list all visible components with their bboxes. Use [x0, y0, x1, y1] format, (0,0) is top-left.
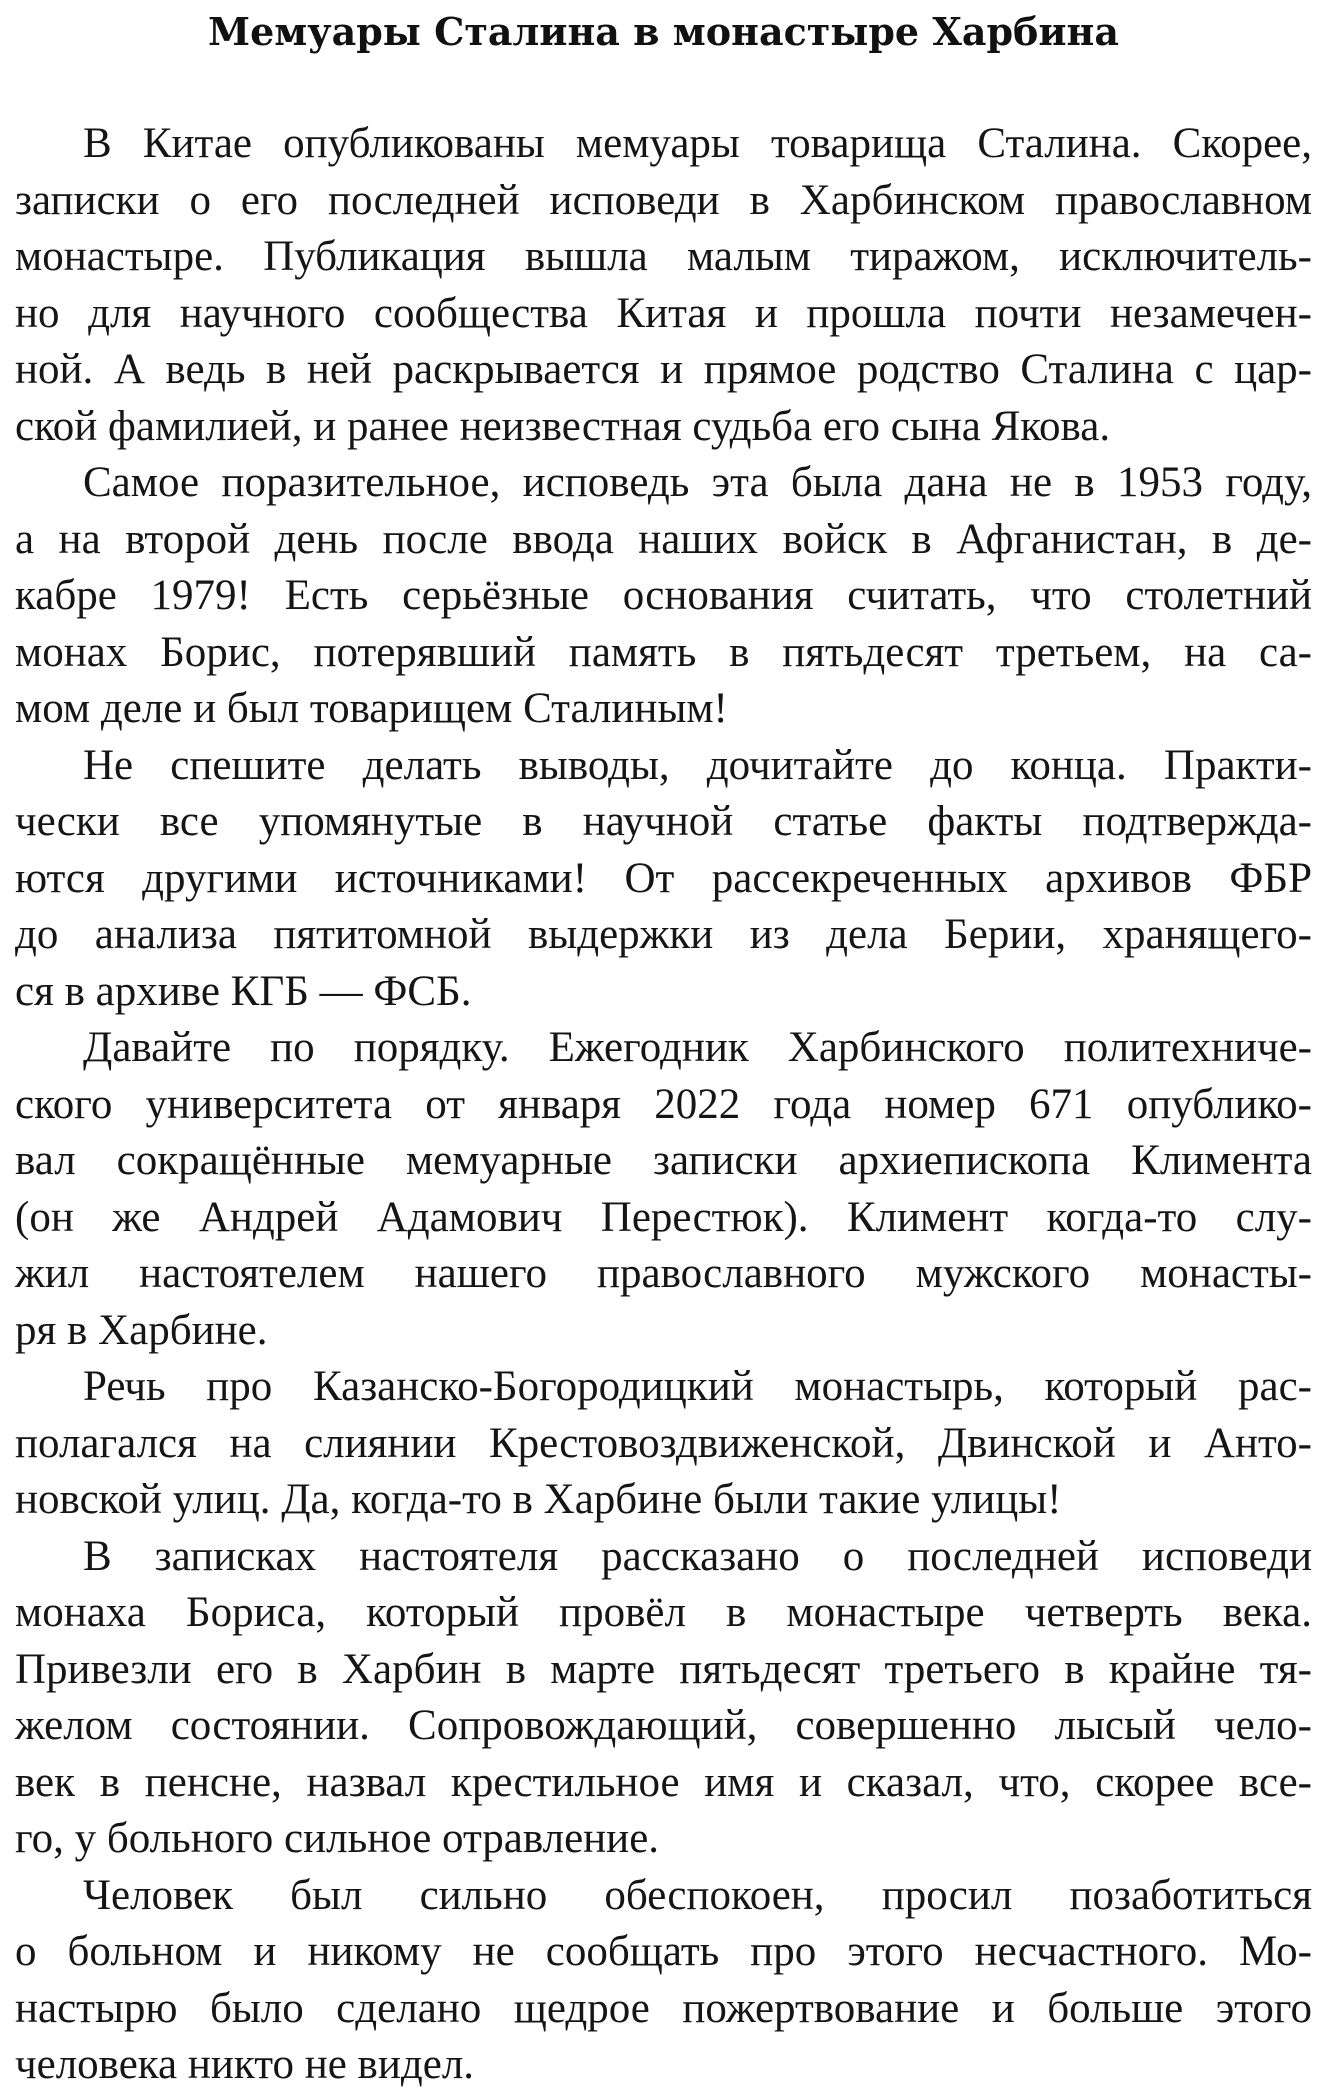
text-line: ся в архиве КГБ — ФСБ.: [15, 967, 472, 1015]
paragraph: [15, 738, 1312, 1021]
text-line: Не спешите делать выводы, дочитайте до конца. Практи-: [83, 741, 1312, 789]
text-line: настырю было сделано щедрое пожертвование и больше этого: [15, 1984, 1312, 2032]
text-line: век в пенсне, назвал крестильное имя и сказал, что, скорее все-: [15, 1758, 1312, 1806]
paragraph: [15, 455, 1312, 738]
text-line: ря в Харбине.: [15, 1306, 268, 1354]
text-line: новской улиц. Да, когда-то в Харбине были такие улицы!: [15, 1476, 1062, 1523]
paragraph: [15, 1868, 1312, 2094]
text-line: но для научного сообщества Китая и прошла почти незамечен-: [15, 289, 1312, 337]
text-line: Человек был сильно обеспокоен, просил позаботиться: [83, 1871, 1312, 1919]
text-line: го, у больного сильное отравление.: [15, 1815, 660, 1862]
text-line: чески все упомянутые в научной статье факты подтвержда-: [15, 798, 1312, 845]
text-line: человека никто не видел.: [15, 2041, 475, 2088]
text-line: полагался на слиянии Крестовоздвиженской, Двинской и Анто-: [15, 1419, 1312, 1467]
text-line: а на второй день после ввода наших войск в Афганистан, в де-: [15, 515, 1312, 563]
text-line: о больном и никому не сообщать про этого несчастного. Мо-: [15, 1928, 1312, 1975]
paragraph: [15, 1529, 1312, 1868]
article-body: [15, 116, 1312, 2094]
text-line: ются другими источниками! От рассекреченных архивов ФБР: [15, 854, 1312, 902]
page-title: Мемуары Сталина в монастыре Харбина: [208, 9, 1119, 54]
text-line: Привезли его в Харбин в марте пятьдесят третьего в крайне тя-: [15, 1645, 1312, 1693]
text-line: ского университета от января 2022 года номер 671 опублико-: [15, 1080, 1312, 1128]
paragraph: [15, 1020, 1312, 1359]
text-line: кабре 1979! Есть серьёзные основания считать, что столетний: [15, 572, 1312, 619]
text-line: монаха Бориса, который провёл в монастыре четверть века.: [15, 1589, 1312, 1636]
text-line: жил настоятелем нашего православного мужского монасты-: [15, 1250, 1312, 1297]
paragraph: [15, 1359, 1312, 1529]
text-line: мом деле и был товарищем Сталиным!: [15, 685, 728, 732]
text-line: В Китае опубликованы мемуары товарища Сталина. Скорее,: [83, 120, 1312, 167]
text-line: ской фамилией, и ранее неизвестная судьба его сына Якова.: [15, 402, 1111, 450]
text-line: ной. А ведь в ней раскрывается и прямое родство Сталина с цар-: [15, 346, 1312, 393]
text-line: В записках настоятеля рассказано о последней исповеди: [83, 1532, 1312, 1580]
paragraph: [15, 116, 1312, 455]
text-line: монах Борис, потерявший память в пятьдесят третьем, на са-: [15, 628, 1312, 676]
text-line: вал сокращённые мемуарные записки архиепископа Климента: [15, 1137, 1312, 1184]
text-line: желом состоянии. Сопровождающий, совершенно лысый чело-: [15, 1702, 1312, 1749]
text-line: Давайте по порядку. Ежегодник Харбинского политехниче-: [83, 1024, 1312, 1071]
text-line: записки о его последней исповеди в Харбинском православном: [15, 176, 1312, 224]
document-page: [15, 8, 1312, 2094]
text-line: Самое поразительное, исповедь эта была дана не в 1953 году,: [83, 459, 1312, 506]
text-line: до анализа пятитомной выдержки из дела Берии, хранящего-: [15, 911, 1312, 958]
text-line: (он же Андрей Адамович Перестюк). Климент когда-то слу-: [15, 1193, 1312, 1241]
text-line: монастыре. Публикация вышла малым тиражом, исключитель-: [15, 233, 1312, 280]
text-line: Речь про Казанско-Богородицкий монастырь, который рас-: [83, 1363, 1312, 1410]
